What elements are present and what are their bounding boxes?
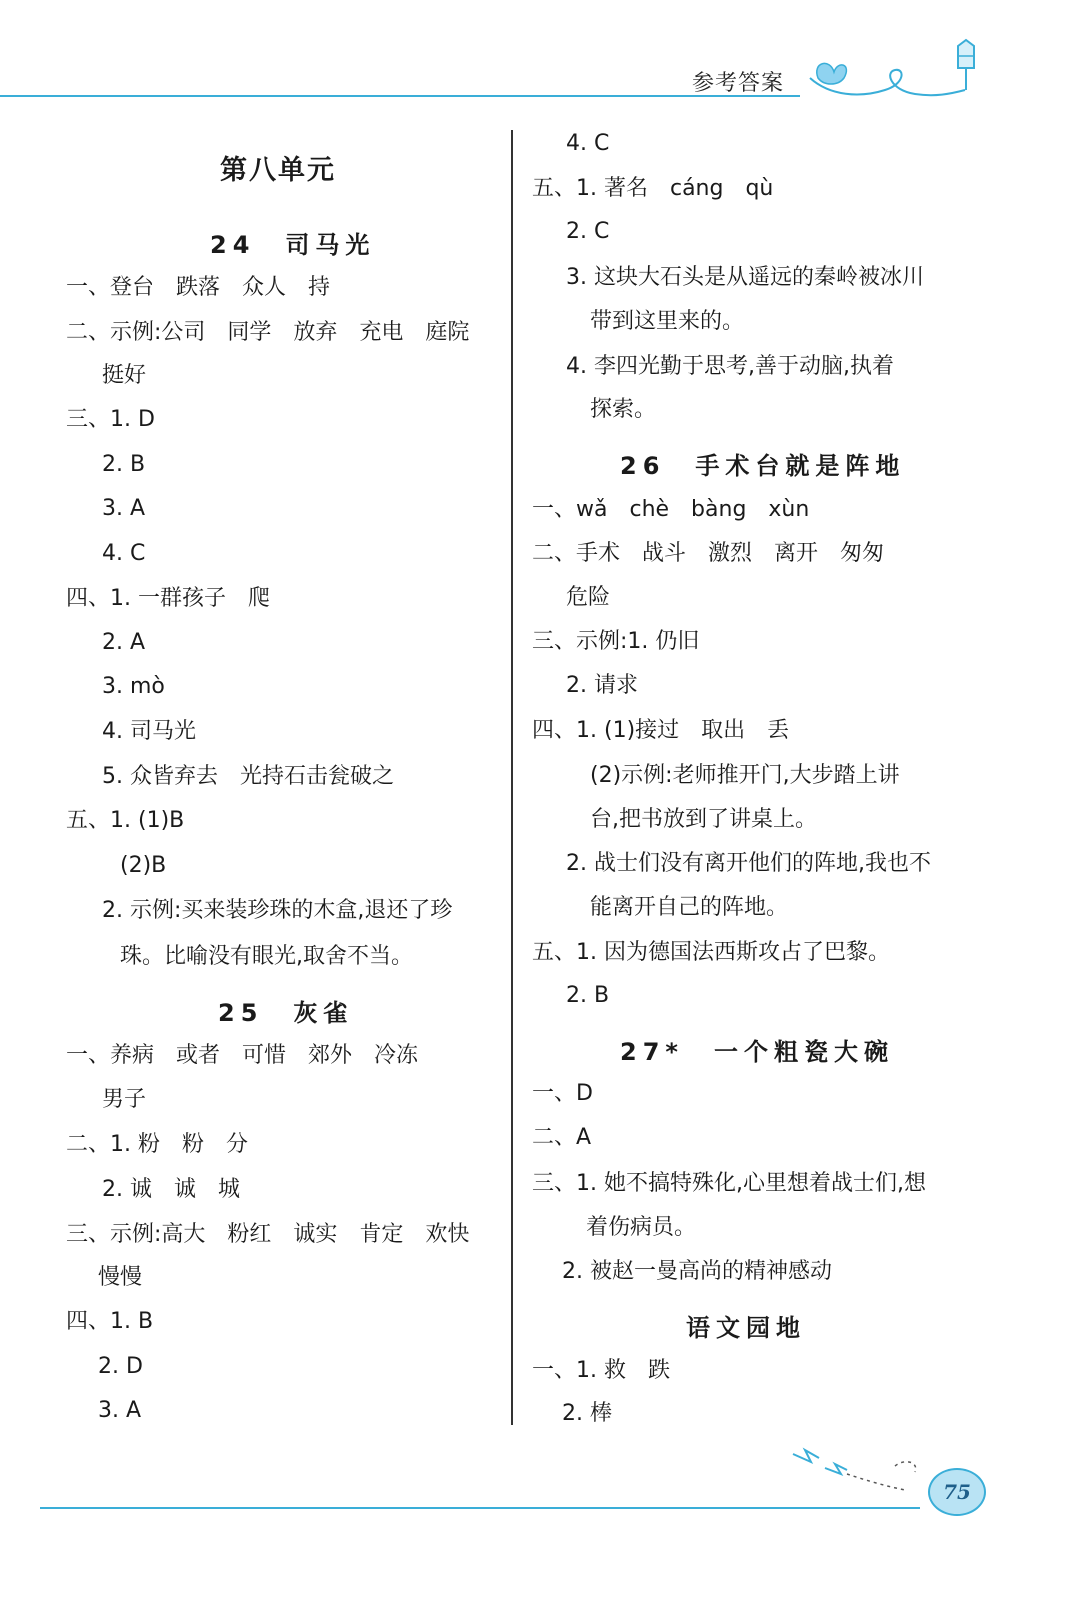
answer-line: 3. mò xyxy=(102,674,165,699)
answer-line: 三、1. D xyxy=(66,407,155,432)
answer-line: 珠。比喻没有眼光,取舍不当。 xyxy=(120,944,413,969)
answer-line: 2. 被赵一曼高尚的精神感动 xyxy=(562,1259,832,1284)
unit-title: 第八单元 xyxy=(220,155,336,186)
answer-line: 四、1. B xyxy=(66,1309,154,1334)
answer-line: 二、1. 粉 粉 分 xyxy=(66,1132,248,1157)
answer-line: 3. A xyxy=(98,1398,142,1423)
answer-line: 挺好 xyxy=(102,363,147,388)
answer-line: 5. 众皆弃去 光持石击瓮破之 xyxy=(102,764,394,789)
header-title: 参考答案 xyxy=(692,71,785,96)
answer-line: (2)B xyxy=(120,853,167,878)
answer-line: 慢慢 xyxy=(98,1265,143,1290)
answer-line: 四、1. 一群孩子 爬 xyxy=(66,586,270,611)
answer-line: 一、D xyxy=(532,1081,593,1106)
answer-line: 4. 司马光 xyxy=(102,719,196,744)
answer-line: 台,把书放到了讲桌上。 xyxy=(590,807,817,832)
answer-line: 危险 xyxy=(566,585,611,610)
lesson-26-title: 26 手术台就是阵地 xyxy=(620,452,906,480)
answer-line: 能离开自己的阵地。 xyxy=(590,895,789,920)
answer-line: 3. 这块大石头是从遥远的秦岭被冰川 xyxy=(566,265,924,290)
answer-line: 4. C xyxy=(102,541,146,566)
answer-line: 五、1. 著名 cáng qù xyxy=(532,176,774,201)
answer-line: 三、示例:高大 粉红 诚实 肯定 欢快 xyxy=(66,1222,470,1247)
answer-line: 2. C xyxy=(566,219,610,244)
answer-line: 二、手术 战斗 激烈 离开 匆匆 xyxy=(532,541,885,566)
answer-line: 五、1. 因为德国法西斯攻占了巴黎。 xyxy=(532,940,890,965)
answer-line: 二、A xyxy=(532,1125,592,1150)
answer-line: 2. B xyxy=(102,452,146,477)
answer-line: 一、养病 或者 可惜 郊外 冷冻 xyxy=(66,1043,419,1068)
header-rule xyxy=(0,95,800,97)
garden-title: 语文园地 xyxy=(686,1314,806,1342)
page-number: 75 xyxy=(928,1468,986,1516)
answer-line: (2)示例:老师推开门,大步踏上讲 xyxy=(590,763,900,788)
bird-decoration-icon xyxy=(785,1440,935,1500)
answer-line: 三、1. 她不搞特殊化,心里想着战士们,想 xyxy=(532,1171,926,1196)
answer-line: 4. C xyxy=(566,131,610,156)
column-divider xyxy=(511,130,513,1425)
answer-line: 2. B xyxy=(566,983,610,1008)
answer-line: 2. 战士们没有离开他们的阵地,我也不 xyxy=(566,851,931,876)
answer-line: 着伤病员。 xyxy=(586,1215,697,1240)
lesson-24-title: 24 司马光 xyxy=(210,231,376,259)
answer-line: 2. D xyxy=(98,1354,143,1379)
answer-line: 二、示例:公司 同学 放弃 充电 庭院 xyxy=(66,320,470,345)
answer-line: 2. 示例:买来装珍珠的木盒,退还了珍 xyxy=(102,898,453,923)
answer-line: 一、wǎ chè bàng xùn xyxy=(532,497,810,522)
lesson-25-title: 25 灰雀 xyxy=(218,999,354,1027)
answer-line: 男子 xyxy=(102,1087,147,1112)
answer-line: 探索。 xyxy=(590,397,657,422)
answer-line: 五、1. (1)B xyxy=(66,808,185,833)
lesson-27-title: 27* 一个粗瓷大碗 xyxy=(620,1038,894,1066)
answer-line: 2. A xyxy=(102,630,146,655)
footer-rule xyxy=(40,1507,920,1509)
answer-line: 2. 请求 xyxy=(566,673,638,698)
answer-line: 2. 诚 诚 城 xyxy=(102,1177,240,1202)
answer-line: 2. 棒 xyxy=(562,1401,612,1426)
answer-line: 三、示例:1. 仍旧 xyxy=(532,629,700,654)
answer-line: 一、1. 救 跌 xyxy=(532,1358,670,1383)
answer-line: 四、1. (1)接过 取出 丢 xyxy=(532,718,790,743)
answer-line: 4. 李四光勤于思考,善于动脑,执着 xyxy=(566,354,894,379)
answer-line: 3. A xyxy=(102,496,146,521)
answer-line: 一、登台 跌落 众人 持 xyxy=(66,275,331,300)
butterfly-lamp-decoration-icon xyxy=(790,38,980,100)
answer-line: 带到这里来的。 xyxy=(590,309,745,334)
